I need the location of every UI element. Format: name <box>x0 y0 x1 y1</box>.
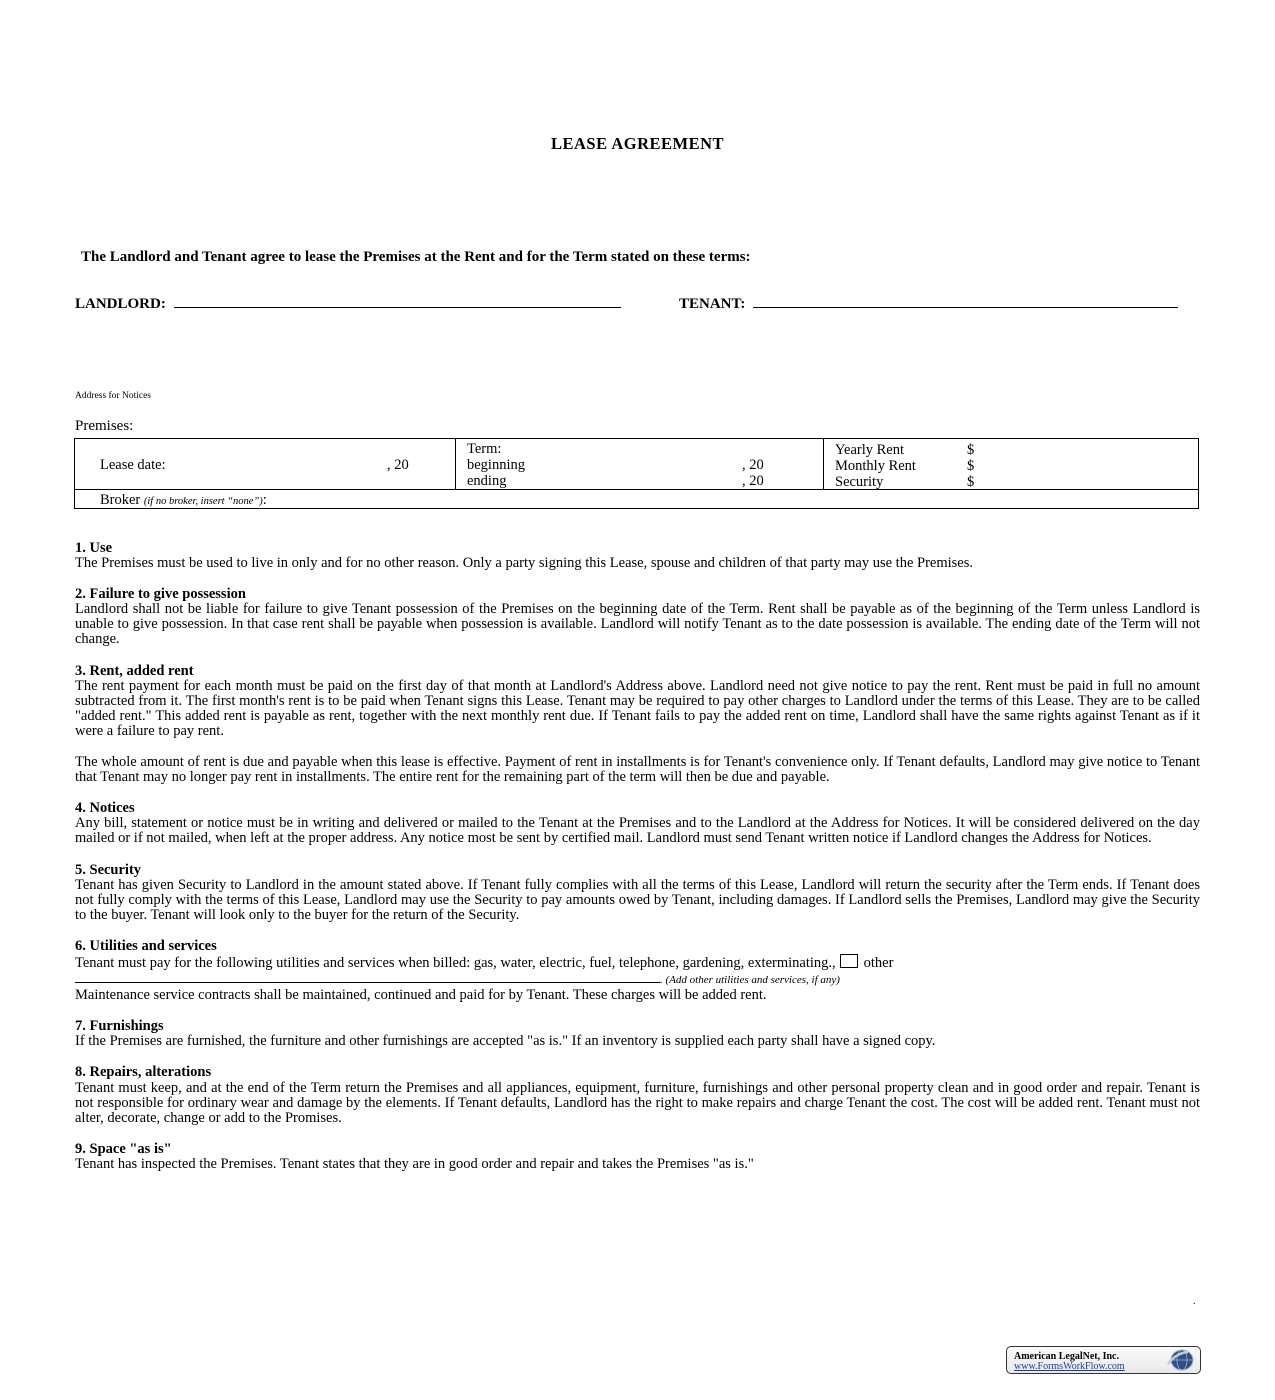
section-text: Any bill, statement or notice must be in writing and delivered or mailed to the Tenant at the Premises and to the Landlord at the Address for Notices. It will be considered delivered on the day mailed or if not mailed, when left at the proper address. Any notice most be sent by certified mail. Landlord must send Tenant written notice if Landlord changes the Address for Notices. <box>75 815 1200 847</box>
section-text: The rent payment for each month must be paid on the first day of that month at Landlord's Address above. Landlord need not give notice to pay the rent. Rent must be paid in full no amount subtracted from it. The first month's rent is to be paid when Tenant signs this Lease. Tenant may be required to pay other charges to Landlord under the terms of this Lease. They are to be called "added rent." This added rent is payable as rent, together with the next monthly rent due. If Tenant fails to pay the added rent on time, Landlord shall have the same rights against Tenant as if it were a failure to pay rent. <box>75 677 1200 739</box>
section-text: Landlord shall not be liable for failure to give Tenant possession of the Premises on the beginning date of the Term. Rent shall be payable as of the beginning of the Term unless Landlord is unable to give possession. In that case rent shall be payable when possession is available. Landlord will notify Tenant as to the date possession is available. The ending date of the Term will not change. <box>75 601 1200 648</box>
tenant-field <box>679 295 1178 313</box>
term-ending-label: ending <box>467 473 507 489</box>
section-security <box>75 863 1200 923</box>
broker-note: (if no broker, insert “none”) <box>143 496 263 507</box>
other-label: other <box>863 954 894 971</box>
tenant-label: TENANT: <box>679 296 746 312</box>
security-label: Security <box>835 474 884 490</box>
beginning-year: , 20 <box>742 457 764 473</box>
box-divider <box>75 489 1198 490</box>
publisher-badge[interactable] <box>1006 1346 1201 1374</box>
maintenance-text: Maintenance service contracts shall be maintained, continued and paid for by Tenant. These charges will be added rent. <box>75 987 767 1004</box>
other-utilities-fill <box>75 972 1200 988</box>
lease-date-label: Lease date: <box>100 457 166 473</box>
section-rent <box>75 664 1200 786</box>
other-utilities-checkbox[interactable] <box>840 954 858 968</box>
section-heading: 6. Utilities and services <box>75 937 217 954</box>
publisher-name: American LegalNet, Inc. <box>1014 1351 1119 1362</box>
stray-dot: . <box>1193 1296 1196 1307</box>
landlord-field <box>75 295 621 313</box>
yearly-rent-currency: $ <box>967 442 975 458</box>
monthly-rent-label: Monthly Rent <box>835 458 916 474</box>
section-heading: 5. Security <box>75 861 142 878</box>
section-text: The whole amount of rent is due and payable when this lease is effective. Payment of rent in installments is for Tenant's convenience only. If Tenant defaults, Landlord may give notice to Tenant that Tenant may no longer pay rent in installments. The entire rent for the remaining part of the term will then be due and payable. <box>75 754 1200 786</box>
utilities-list: Tenant must pay for the following utilities and services when billed: gas, water, electric, fuel, telephone, gardening, exterminating., <box>75 954 836 971</box>
premises-label: Premises: <box>75 418 134 434</box>
address-for-notices-label: Address for Notices <box>75 391 151 401</box>
landlord-label: LANDLORD: <box>75 296 166 312</box>
landlord-input-line[interactable] <box>174 295 621 308</box>
tenant-input-line[interactable] <box>753 295 1178 308</box>
lease-clauses <box>75 541 1200 1188</box>
section-heading: 4. Notices <box>75 800 135 817</box>
other-utilities-line[interactable] <box>75 972 660 983</box>
section-failure-to-give-possession <box>75 587 1200 647</box>
security-currency: $ <box>967 474 975 490</box>
section-heading: 1. Use <box>75 540 113 556</box>
section-text: Tenant has inspected the Premises. Tenant states that they are in good order and repair and takes the Premises "as is." <box>75 1155 754 1172</box>
other-utilities-note: . (Add other utilities and services, if any) <box>660 974 840 987</box>
section-text: If the Premises are furnished, the furniture and other furnishings are accepted "as is." If an inventory is supplied each party shall have a signed copy. <box>75 1033 936 1050</box>
section-heading: 2. Failure to give possession <box>75 586 246 603</box>
box-divider <box>455 439 456 490</box>
lease-terms-box <box>74 438 1199 509</box>
monthly-rent-currency: $ <box>967 458 975 474</box>
section-furnishings <box>75 1019 1200 1049</box>
section-text: The Premises must be used to live in only and for no other reason. Only a party signing this Lease, spouse and children of that party may use the Premises. <box>75 555 974 572</box>
section-text: Tenant must keep, and at the end of the Term return the Premises and all appliances, equipment, furniture, furnishings and other personal property clean and in good order and repair. Tenant is not responsible for ordinary wear and damage by the elements. If Tenant defaults, Landlord has the right to make repairs and charge Tenant the cost. The cost will be added rent. Tenant must not alter, decorate, change or add to the Promises. <box>75 1079 1200 1126</box>
section-text: Tenant has given Security to Landlord in the amount stated above. If Tenant fully complies with all the terms of this Lease, Landlord will return the security after the Term ends. If Tenant does not fully comply with the terms of this Lease, Landlord may use the Security to pay amounts owed by Tenant, including damages. If Landlord sells the Premises, Landlord may give the Security to the buyer. Tenant will look only to the buyer for the return of the Security. <box>75 876 1200 923</box>
publisher-link[interactable]: www.FormsWorkFlow.com <box>1014 1361 1125 1372</box>
term-beginning-label: beginning <box>467 457 525 473</box>
section-use <box>75 541 1200 571</box>
section-utilities <box>75 939 1200 1003</box>
broker-field <box>100 492 267 510</box>
section-heading: 9. Space "as is" <box>75 1140 172 1157</box>
lease-date-year: , 20 <box>387 457 409 473</box>
intro-statement: The Landlord and Tenant agree to lease the Premises at the Rent and for the Term stated on these terms: <box>81 249 751 265</box>
utilities-text <box>75 954 1200 971</box>
section-heading: 8. Repairs, alterations <box>75 1064 212 1081</box>
section-repairs <box>75 1065 1200 1125</box>
broker-label: Broker <box>100 492 141 508</box>
yearly-rent-label: Yearly Rent <box>835 442 905 458</box>
section-heading: 3. Rent, added rent <box>75 662 194 679</box>
term-label: Term: <box>467 441 502 457</box>
globe-icon <box>1166 1349 1196 1371</box>
section-heading: 7. Furnishings <box>75 1018 164 1035</box>
box-divider <box>823 439 824 490</box>
broker-suffix: : <box>262 492 267 508</box>
document-title: LEASE AGREEMENT <box>551 134 724 153</box>
ending-year: , 20 <box>742 473 764 489</box>
section-space-as-is <box>75 1142 1200 1172</box>
section-notices <box>75 801 1200 846</box>
